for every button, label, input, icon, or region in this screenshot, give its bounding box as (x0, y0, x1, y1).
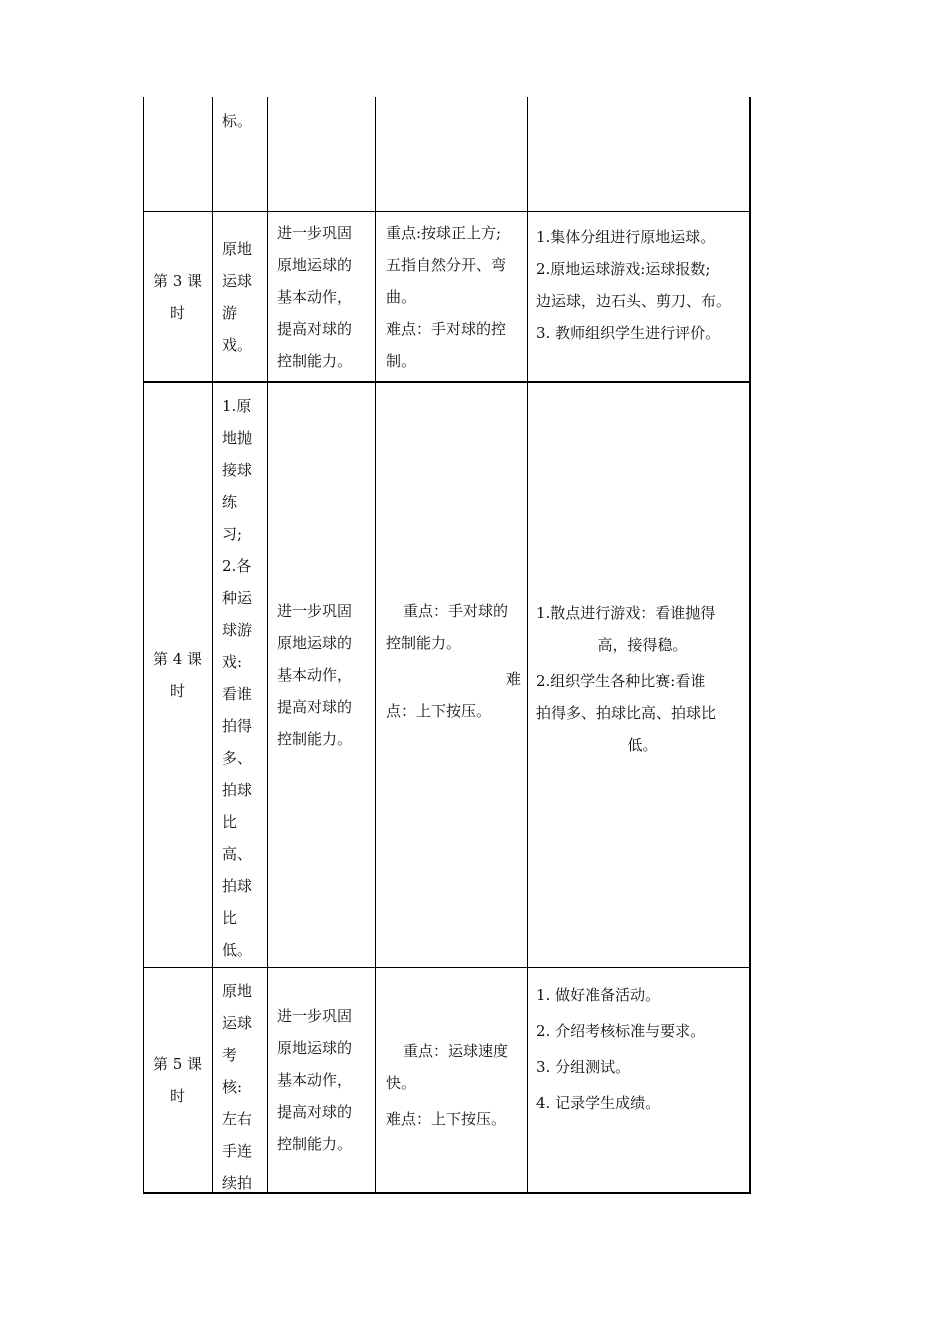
cell-line: 难 (505, 670, 521, 688)
cell-line: 比 (222, 813, 238, 831)
row-divider (143, 967, 751, 968)
cell-line: 重点：手对球的 (403, 602, 509, 620)
cell-line: 练 (222, 493, 238, 511)
cell-line: 游 (222, 304, 238, 322)
cell-line: 4. 记录学生成绩。 (536, 1094, 661, 1112)
column-divider (527, 97, 528, 1194)
cell-line: 重点：运球速度 (403, 1042, 509, 1060)
cell-line: 进一步巩固 (277, 602, 353, 620)
cell-line: 2.组织学生各种比赛:看谁 (536, 672, 706, 690)
content-cell (222, 390, 267, 966)
methods-cell (536, 597, 749, 761)
cell-line: 重点:按球正上方; (386, 224, 502, 242)
goal-cell (277, 968, 375, 1192)
cell-line: 1. 做好准备活动。 (536, 986, 661, 1004)
cell-line: 1.散点进行游戏：看谁抛得 (536, 604, 716, 622)
cell-line: 低。 (627, 736, 658, 754)
key-points-cell (386, 1035, 521, 1135)
period-label: 时 (169, 304, 185, 322)
cell-line: 原地运球的 (277, 634, 353, 652)
cell-line: 手连 (222, 1142, 253, 1160)
cell-line: 进一步巩固 (277, 224, 353, 242)
period-label: 第 4 课 (152, 650, 203, 668)
cell-line: 2.各 (222, 557, 252, 575)
cell-line: 控制能力。 (277, 352, 353, 370)
cell-line: 核: (222, 1078, 243, 1096)
cell-line: 2. 介绍考核标准与要求。 (536, 1022, 706, 1040)
cell-line: 戏: (222, 653, 243, 671)
cell-line: 高，接得稳。 (597, 636, 688, 654)
cell-line: 3. 教师组织学生进行评价。 (536, 324, 721, 342)
period-cell (143, 968, 212, 1192)
cell-line: 基本动作， (277, 288, 353, 306)
period-label: 第 5 课 (152, 1055, 203, 1073)
cell-line: 制。 (386, 352, 417, 370)
cell-line: 拍得多、拍球比高、拍球比 (536, 704, 717, 722)
period-label: 时 (169, 1087, 185, 1105)
period-label: 时 (169, 682, 185, 700)
cell-line: 拍球 (222, 877, 253, 895)
cell-line: 基本动作， (277, 1071, 353, 1089)
goal-cell (277, 212, 375, 382)
cell-line: 接球 (222, 461, 253, 479)
cell-line: 球游 (222, 621, 253, 639)
cell-line: 2.原地运球游戏:运球报数; (536, 260, 711, 278)
cell-line: 续拍 (222, 1174, 253, 1192)
cell-line: 控制能力。 (386, 634, 462, 652)
cell-line: 看谁 (222, 685, 253, 703)
cell-line: 运球 (222, 272, 253, 290)
cell-line: 高、 (222, 845, 253, 863)
goal-cell (277, 383, 375, 967)
cell-line: 原地运球的 (277, 256, 353, 274)
cell-line: 控制能力。 (277, 730, 353, 748)
column-divider (375, 97, 376, 1194)
cell-line: 左右 (222, 1110, 253, 1128)
cell-line: 提高对球的 (277, 320, 353, 338)
methods-cell (536, 221, 749, 349)
column-divider (212, 97, 213, 1194)
cell-line: 五指自然分开、弯 (386, 256, 507, 274)
period-cell (143, 212, 212, 382)
cell-line: 考 (222, 1046, 238, 1064)
content-cell (222, 212, 267, 382)
cell-line: 比 (222, 909, 238, 927)
cell-line: 3. 分组测试。 (536, 1058, 631, 1076)
cell-line: 点：上下按压。 (386, 702, 492, 720)
cell-line: 提高对球的 (277, 698, 353, 716)
cell-line: 习; (222, 525, 243, 543)
cell-line: 曲。 (386, 288, 417, 306)
cell-line: 提高对球的 (277, 1103, 353, 1121)
cell-line: 地抛 (222, 429, 253, 447)
cell-line: 1.原 (222, 397, 252, 415)
period-label: 第 3 课 (152, 272, 203, 290)
cell-line: 戏。 (222, 336, 253, 354)
cell-line: 快。 (386, 1074, 417, 1092)
cell-line: 原地运球的 (277, 1039, 353, 1057)
cell-line: 进一步巩固 (277, 1007, 353, 1025)
cell-line: 原地 (222, 982, 253, 1000)
cell-line: 种运 (222, 589, 253, 607)
cell-line: 难点：手对球的控 (386, 320, 507, 338)
cell-line: 基本动作， (277, 666, 353, 684)
cell-line: 控制能力。 (277, 1135, 353, 1153)
cell-line: 低。 (222, 941, 253, 959)
methods-cell (536, 977, 749, 1121)
content-cell (222, 975, 267, 1199)
cell-line: 拍球 (222, 781, 253, 799)
cell-line: 难点：上下按压。 (386, 1110, 507, 1128)
cell-line: 多、 (222, 749, 253, 767)
column-divider (267, 97, 268, 1194)
cell-line: 原地 (222, 240, 253, 258)
key-points-cell (386, 595, 521, 727)
table-border-right (749, 97, 751, 1194)
cell-line: 标。 (222, 112, 253, 130)
cell-line: 1.集体分组进行原地运球。 (536, 228, 716, 246)
lesson-plan-table (143, 97, 751, 1194)
period-cell (143, 383, 212, 967)
content-cell (222, 105, 267, 137)
key-points-cell (386, 212, 527, 382)
cell-line: 运球 (222, 1014, 253, 1032)
cell-line: 拍得 (222, 717, 253, 735)
cell-line: 边运球，边石头、剪刀、布。 (536, 292, 732, 310)
